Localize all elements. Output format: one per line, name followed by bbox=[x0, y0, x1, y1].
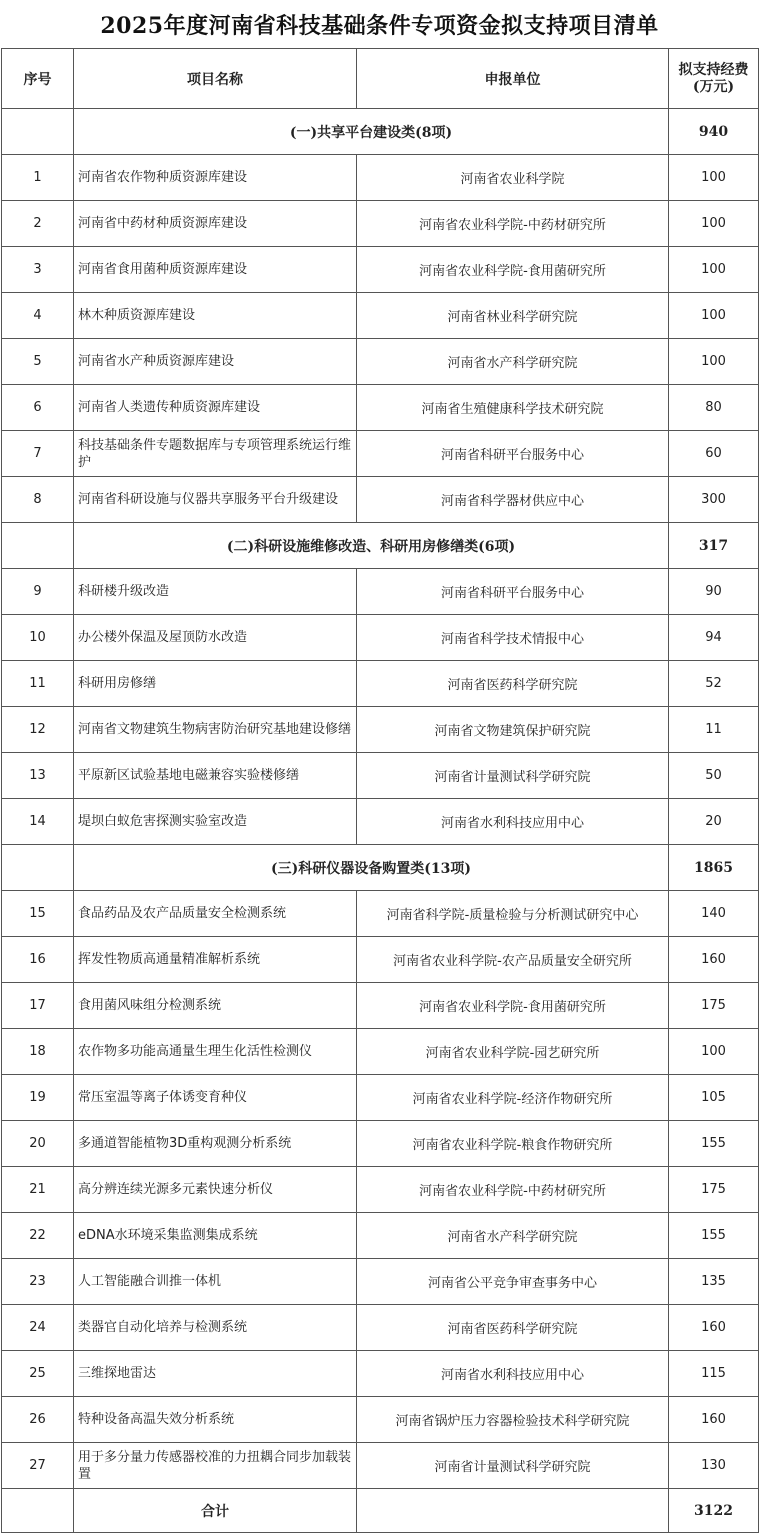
table-row bbox=[2, 983, 759, 1029]
header-fund-line2: (万元) bbox=[692, 78, 735, 95]
row-index: 27 bbox=[2, 1443, 74, 1489]
row-fund: 175 bbox=[669, 1167, 759, 1213]
row-applicant-unit: 河南省农业科学院-中药材研究所 bbox=[357, 1167, 669, 1213]
row-index: 25 bbox=[2, 1351, 74, 1397]
row-project-name: 特种设备高温失效分析系统 bbox=[74, 1397, 357, 1443]
row-fund: 100 bbox=[669, 339, 759, 385]
row-project-name: 河南省科研设施与仪器共享服务平台升级建设 bbox=[74, 477, 357, 523]
row-fund: 100 bbox=[669, 293, 759, 339]
section-row bbox=[2, 109, 759, 155]
row-applicant-unit: 河南省科研平台服务中心 bbox=[357, 569, 669, 615]
table-row bbox=[2, 1443, 759, 1489]
row-fund: 135 bbox=[669, 1259, 759, 1305]
row-applicant-unit: 河南省科学器材供应中心 bbox=[357, 477, 669, 523]
table-row bbox=[2, 1121, 759, 1167]
row-index: 17 bbox=[2, 983, 74, 1029]
row-applicant-unit: 河南省农业科学院-食用菌研究所 bbox=[357, 247, 669, 293]
table-row bbox=[2, 569, 759, 615]
table-row bbox=[2, 385, 759, 431]
table-row bbox=[2, 1259, 759, 1305]
row-applicant-unit: 河南省公平竞争审查事务中心 bbox=[357, 1259, 669, 1305]
row-applicant-unit: 河南省计量测试科学研究院 bbox=[357, 1443, 669, 1489]
row-fund: 175 bbox=[669, 983, 759, 1029]
row-index: 2 bbox=[2, 201, 74, 247]
section-total: 1865 bbox=[669, 845, 759, 891]
row-applicant-unit: 河南省水利科技应用中心 bbox=[357, 799, 669, 845]
row-index: 22 bbox=[2, 1213, 74, 1259]
section-index-cell bbox=[2, 523, 74, 569]
row-index: 6 bbox=[2, 385, 74, 431]
row-fund: 105 bbox=[669, 1075, 759, 1121]
row-index: 9 bbox=[2, 569, 74, 615]
row-applicant-unit: 河南省林业科学研究院 bbox=[357, 293, 669, 339]
row-project-name: 类器官自动化培养与检测系统 bbox=[74, 1305, 357, 1351]
row-index: 12 bbox=[2, 707, 74, 753]
row-project-name: 办公楼外保温及屋顶防水改造 bbox=[74, 615, 357, 661]
row-index: 3 bbox=[2, 247, 74, 293]
row-index: 1 bbox=[2, 155, 74, 201]
total-index-cell bbox=[2, 1489, 74, 1533]
table-row bbox=[2, 937, 759, 983]
table-row bbox=[2, 799, 759, 845]
header-index: 序号 bbox=[2, 49, 74, 109]
section-row bbox=[2, 845, 759, 891]
row-applicant-unit: 河南省农业科学院 bbox=[357, 155, 669, 201]
row-project-name: 科研楼升级改造 bbox=[74, 569, 357, 615]
row-fund: 160 bbox=[669, 1397, 759, 1443]
row-index: 15 bbox=[2, 891, 74, 937]
row-index: 13 bbox=[2, 753, 74, 799]
row-fund: 60 bbox=[669, 431, 759, 477]
row-fund: 155 bbox=[669, 1213, 759, 1259]
row-fund: 80 bbox=[669, 385, 759, 431]
row-project-name: 食用菌风味组分检测系统 bbox=[74, 983, 357, 1029]
row-applicant-unit: 河南省医药科学研究院 bbox=[357, 661, 669, 707]
row-applicant-unit: 河南省农业科学院-农产品质量安全研究所 bbox=[357, 937, 669, 983]
row-project-name: 科技基础条件专题数据库与专项管理系统运行维护 bbox=[74, 431, 357, 477]
row-project-name: 科研用房修缮 bbox=[74, 661, 357, 707]
section-title: (二)科研设施维修改造、科研用房修缮类(6项) bbox=[74, 523, 669, 569]
table-row bbox=[2, 247, 759, 293]
row-project-name: 高分辨连续光源多元素快速分析仪 bbox=[74, 1167, 357, 1213]
row-project-name: 挥发性物质高通量精准解析系统 bbox=[74, 937, 357, 983]
header-unit: 申报单位 bbox=[357, 49, 669, 109]
row-applicant-unit: 河南省农业科学院-园艺研究所 bbox=[357, 1029, 669, 1075]
row-index: 14 bbox=[2, 799, 74, 845]
row-fund: 20 bbox=[669, 799, 759, 845]
row-applicant-unit: 河南省农业科学院-经济作物研究所 bbox=[357, 1075, 669, 1121]
table-row bbox=[2, 201, 759, 247]
header-fund-line1: 拟支持经费 bbox=[678, 61, 749, 78]
row-project-name: 平原新区试验基地电磁兼容实验楼修缮 bbox=[74, 753, 357, 799]
row-index: 7 bbox=[2, 431, 74, 477]
section-row bbox=[2, 523, 759, 569]
row-fund: 115 bbox=[669, 1351, 759, 1397]
header-name: 项目名称 bbox=[74, 49, 357, 109]
row-index: 24 bbox=[2, 1305, 74, 1351]
row-fund: 140 bbox=[669, 891, 759, 937]
row-project-name: 三维探地雷达 bbox=[74, 1351, 357, 1397]
row-index: 10 bbox=[2, 615, 74, 661]
table-row bbox=[2, 155, 759, 201]
row-project-name: 农作物多功能高通量生理生化活性检测仪 bbox=[74, 1029, 357, 1075]
row-index: 19 bbox=[2, 1075, 74, 1121]
row-fund: 100 bbox=[669, 201, 759, 247]
total-empty-cell bbox=[357, 1489, 669, 1533]
row-project-name: 常压室温等离子体诱变育种仪 bbox=[74, 1075, 357, 1121]
table-row bbox=[2, 707, 759, 753]
row-project-name: 人工智能融合训推一体机 bbox=[74, 1259, 357, 1305]
row-applicant-unit: 河南省生殖健康科学技术研究院 bbox=[357, 385, 669, 431]
row-fund: 90 bbox=[669, 569, 759, 615]
table-row bbox=[2, 477, 759, 523]
row-applicant-unit: 河南省农业科学院-食用菌研究所 bbox=[357, 983, 669, 1029]
total-label: 合计 bbox=[74, 1489, 357, 1533]
table-row bbox=[2, 1075, 759, 1121]
header-fund bbox=[669, 49, 759, 109]
table-row bbox=[2, 1351, 759, 1397]
table-row bbox=[2, 1305, 759, 1351]
table-row bbox=[2, 339, 759, 385]
row-applicant-unit: 河南省科学技术情报中心 bbox=[357, 615, 669, 661]
row-fund: 52 bbox=[669, 661, 759, 707]
row-project-name: 河南省中药材种质资源库建设 bbox=[74, 201, 357, 247]
row-fund: 160 bbox=[669, 1305, 759, 1351]
row-index: 23 bbox=[2, 1259, 74, 1305]
row-project-name: 堤坝白蚁危害探测实验室改造 bbox=[74, 799, 357, 845]
table-row bbox=[2, 615, 759, 661]
row-index: 18 bbox=[2, 1029, 74, 1075]
row-applicant-unit: 河南省水产科学研究院 bbox=[357, 339, 669, 385]
row-index: 16 bbox=[2, 937, 74, 983]
row-index: 8 bbox=[2, 477, 74, 523]
row-applicant-unit: 河南省医药科学研究院 bbox=[357, 1305, 669, 1351]
row-applicant-unit: 河南省科学院-质量检验与分析测试研究中心 bbox=[357, 891, 669, 937]
table-row bbox=[2, 891, 759, 937]
section-index-cell bbox=[2, 109, 74, 155]
table-header-row bbox=[2, 49, 759, 109]
row-fund: 100 bbox=[669, 155, 759, 201]
table-row bbox=[2, 1213, 759, 1259]
table-row bbox=[2, 1167, 759, 1213]
row-project-name: 用于多分量力传感器校准的力扭耦合同步加载装置 bbox=[74, 1443, 357, 1489]
section-index-cell bbox=[2, 845, 74, 891]
table-row bbox=[2, 1397, 759, 1443]
row-fund: 50 bbox=[669, 753, 759, 799]
row-project-name: 河南省人类遗传种质资源库建设 bbox=[74, 385, 357, 431]
row-applicant-unit: 河南省计量测试科学研究院 bbox=[357, 753, 669, 799]
row-applicant-unit: 河南省农业科学院-粮食作物研究所 bbox=[357, 1121, 669, 1167]
row-applicant-unit: 河南省农业科学院-中药材研究所 bbox=[357, 201, 669, 247]
row-fund: 100 bbox=[669, 1029, 759, 1075]
row-applicant-unit: 河南省水利科技应用中心 bbox=[357, 1351, 669, 1397]
row-fund: 100 bbox=[669, 247, 759, 293]
section-title: (一)共享平台建设类(8项) bbox=[74, 109, 669, 155]
row-applicant-unit: 河南省水产科学研究院 bbox=[357, 1213, 669, 1259]
row-project-name: 河南省文物建筑生物病害防治研究基地建设修缮 bbox=[74, 707, 357, 753]
section-total: 317 bbox=[669, 523, 759, 569]
document-title: 2025年度河南省科技基础条件专项资金拟支持项目清单 bbox=[100, 12, 659, 39]
table-row bbox=[2, 661, 759, 707]
table-body bbox=[2, 109, 759, 1533]
row-index: 5 bbox=[2, 339, 74, 385]
table-row bbox=[2, 293, 759, 339]
row-project-name: 食品药品及农产品质量安全检测系统 bbox=[74, 891, 357, 937]
table-row bbox=[2, 753, 759, 799]
row-index: 20 bbox=[2, 1121, 74, 1167]
row-fund: 155 bbox=[669, 1121, 759, 1167]
row-index: 26 bbox=[2, 1397, 74, 1443]
row-project-name: 河南省农作物种质资源库建设 bbox=[74, 155, 357, 201]
row-index: 21 bbox=[2, 1167, 74, 1213]
row-fund: 160 bbox=[669, 937, 759, 983]
table-row bbox=[2, 1029, 759, 1075]
project-table bbox=[1, 48, 759, 1533]
row-applicant-unit: 河南省文物建筑保护研究院 bbox=[357, 707, 669, 753]
row-index: 11 bbox=[2, 661, 74, 707]
row-fund: 11 bbox=[669, 707, 759, 753]
row-project-name: 多通道智能植物3D重构观测分析系统 bbox=[74, 1121, 357, 1167]
table-row bbox=[2, 431, 759, 477]
section-title: (三)科研仪器设备购置类(13项) bbox=[74, 845, 669, 891]
row-fund: 300 bbox=[669, 477, 759, 523]
row-applicant-unit: 河南省锅炉压力容器检验技术科学研究院 bbox=[357, 1397, 669, 1443]
row-project-name: eDNA水环境采集监测集成系统 bbox=[74, 1213, 357, 1259]
total-value: 3122 bbox=[669, 1489, 759, 1533]
row-fund: 130 bbox=[669, 1443, 759, 1489]
row-project-name: 河南省水产种质资源库建设 bbox=[74, 339, 357, 385]
row-index: 4 bbox=[2, 293, 74, 339]
row-applicant-unit: 河南省科研平台服务中心 bbox=[357, 431, 669, 477]
row-project-name: 河南省食用菌种质资源库建设 bbox=[74, 247, 357, 293]
section-total: 940 bbox=[669, 109, 759, 155]
row-fund: 94 bbox=[669, 615, 759, 661]
row-project-name: 林木种质资源库建设 bbox=[74, 293, 357, 339]
total-row bbox=[2, 1489, 759, 1533]
